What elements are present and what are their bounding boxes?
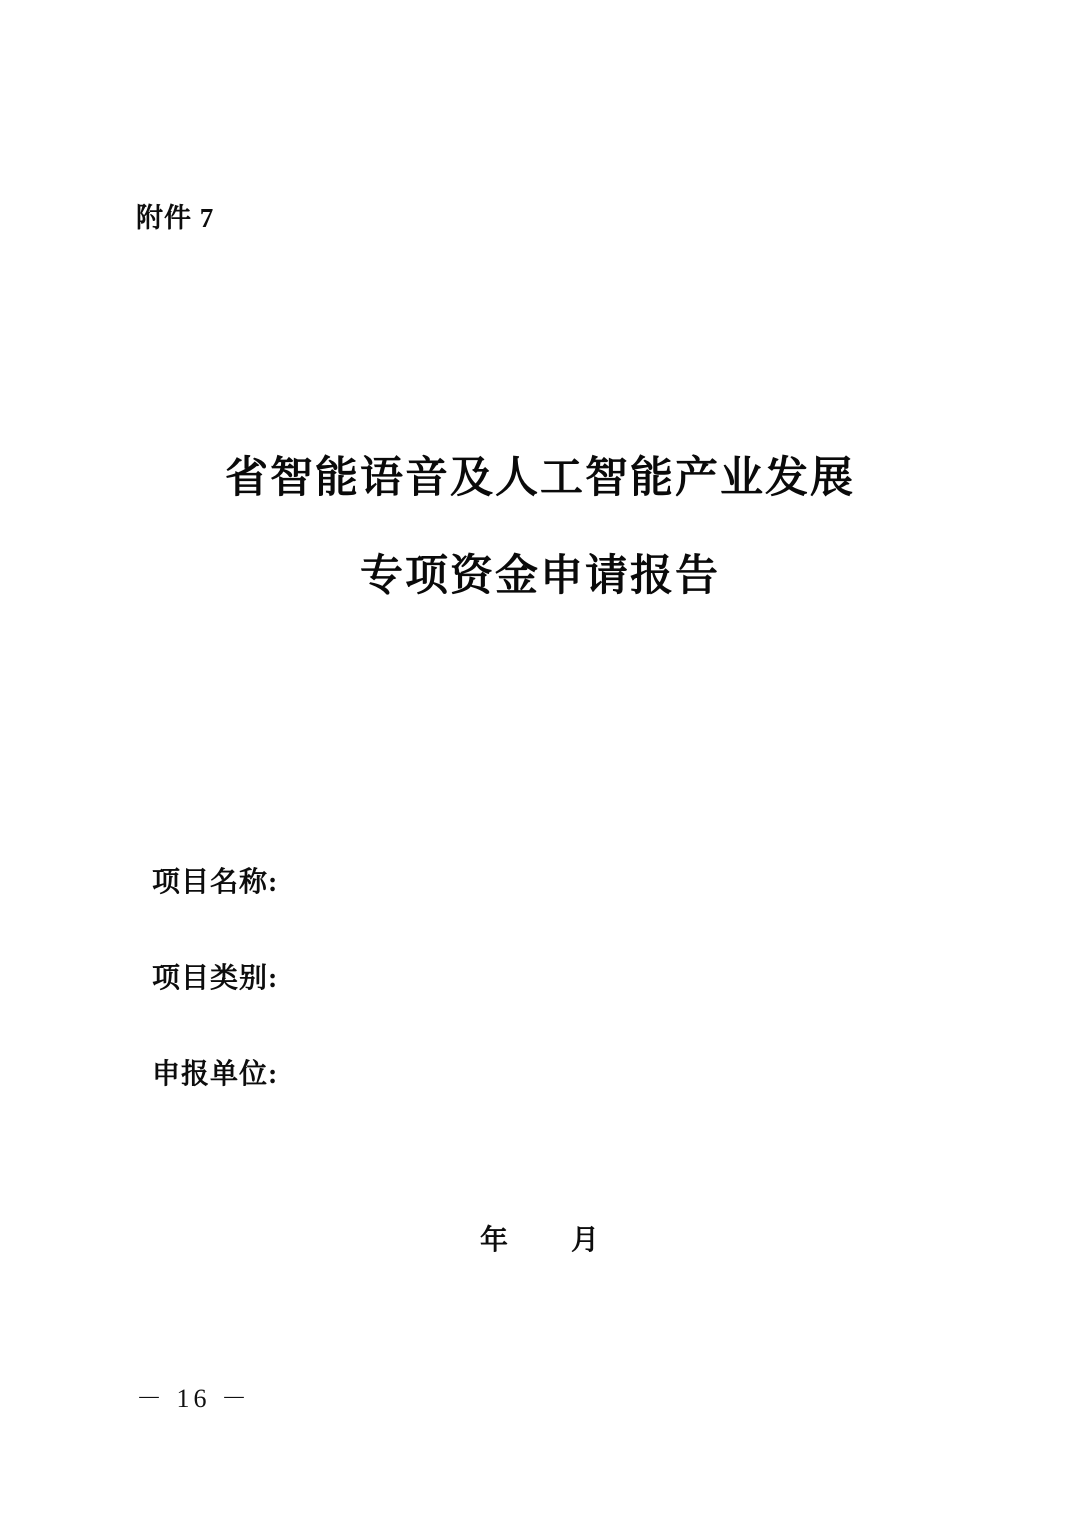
page-title bbox=[0, 430, 1080, 626]
field-project-category-label: 项目类别: bbox=[152, 963, 279, 994]
attachment-label: 附件 7 bbox=[136, 203, 215, 233]
field-project-category-value[interactable] bbox=[288, 956, 668, 986]
field-project-name-label: 项目名称: bbox=[152, 867, 279, 898]
field-applicant-unit-label: 申报单位: bbox=[152, 1059, 279, 1090]
date-year-label: 年 bbox=[479, 1225, 509, 1256]
form-fields bbox=[152, 860, 912, 1148]
date-month-label: 月 bbox=[571, 1225, 601, 1256]
field-project-category bbox=[152, 956, 912, 1052]
field-applicant-unit-value[interactable] bbox=[288, 1052, 668, 1082]
field-project-name bbox=[152, 860, 912, 956]
page-title-line-2: 专项资金申请报告 bbox=[360, 553, 720, 600]
field-project-name-value[interactable] bbox=[288, 860, 668, 890]
page-title-line-1: 省智能语音及人工智能产业发展 bbox=[225, 455, 855, 502]
date-line bbox=[0, 1218, 1080, 1258]
field-applicant-unit bbox=[152, 1052, 912, 1148]
page-number: － 16 － bbox=[136, 1384, 252, 1413]
